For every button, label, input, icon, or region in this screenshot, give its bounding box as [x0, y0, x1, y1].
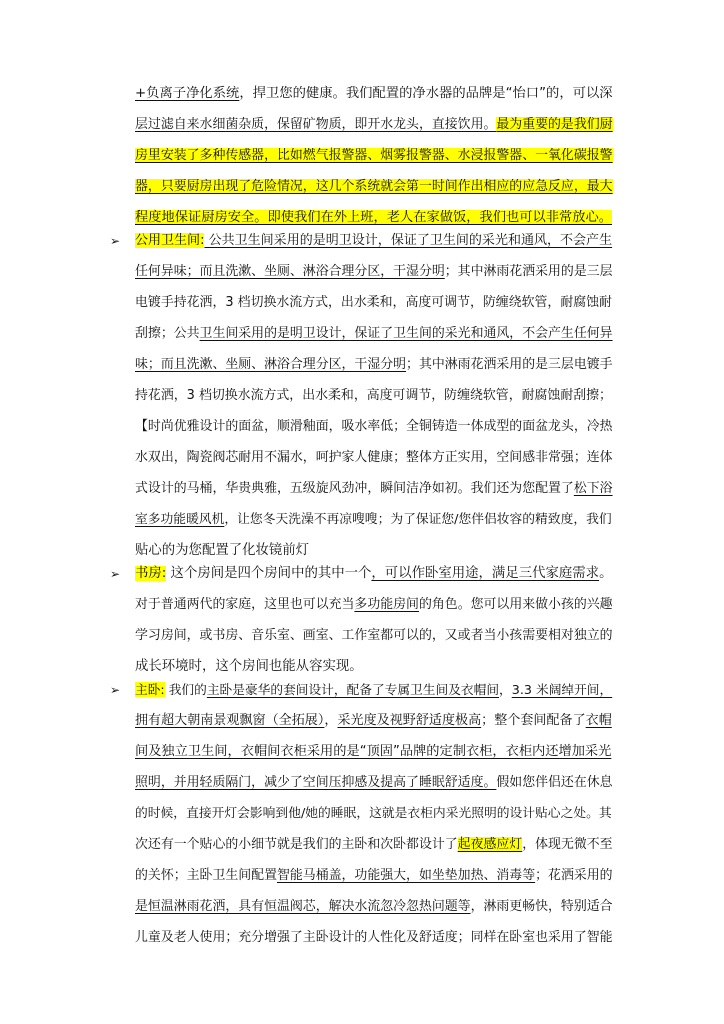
- text-run: 的角色。您可以用来做小孩的兴趣: [418, 597, 613, 612]
- text-run: 我们的: [164, 682, 207, 697]
- text-run: 多功能房间: [354, 597, 419, 612]
- text-run: 采光度及视野舒适度极高: [337, 713, 482, 728]
- text-line: [135, 114, 613, 136]
- text-run: +负离子净化系统: [135, 86, 240, 101]
- text-run: ，捍卫您的健康。我们配置的净水器的品牌是“怡口”的，可以深: [239, 86, 613, 101]
- text-run: 刮擦；公共: [135, 326, 200, 341]
- text-run: ，: [499, 682, 512, 697]
- text-line: [135, 772, 613, 794]
- text-run: 对于普通两代的家庭，这里也可以充当: [135, 597, 355, 612]
- text-run: 智能马桶盖，功能强大，如坐垫加热、消毒等: [276, 868, 536, 883]
- text-line: [135, 354, 613, 376]
- text-run: 。: [599, 566, 613, 581]
- text-run: 的时候，直接开灯会影响到他/她的睡眠，这就是衣柜内采光照明的设计贴心之处。其: [135, 806, 612, 821]
- text-run: 成长环境时，这个房间也能从容实现。: [135, 659, 363, 674]
- text-run: 贴心的为您配置了化妆镜前灯: [135, 543, 310, 558]
- highlighted-text: 房里安装了多种传感器，比如燃气报警器、烟雾报警器、水浸报警器、一氧化碳报警: [135, 148, 613, 163]
- highlighted-text: 主卧:: [135, 682, 165, 697]
- highlighted-text: 公用卫生间:: [135, 233, 205, 248]
- text-run: ；其中淋雨花洒采用的是三层: [444, 264, 613, 279]
- text-line: [135, 83, 613, 105]
- text-line: [135, 625, 613, 647]
- text-run: 的关怀；主卧卫生间配置: [135, 868, 277, 883]
- text-run: 3.3 米阔绰开间，: [511, 682, 613, 697]
- text-line: [135, 563, 612, 585]
- text-run: 层过滤自来水细菌杂质，保留矿物质，即开水龙头，直接饮用。: [135, 117, 497, 132]
- text-run: 式设计的马桶，华贵典雅，五级旋风劲冲，瞬间洁净如初。我们还为您配置了: [135, 481, 574, 496]
- text-line: [135, 447, 613, 469]
- text-line: [135, 176, 613, 198]
- text-line: [135, 679, 612, 701]
- bullet-icon: ➢: [110, 683, 121, 697]
- text-run: 拥有超大朝南景观飘窗（全拓展）: [135, 713, 325, 728]
- text-run: ，: [324, 713, 338, 728]
- text-line: [135, 741, 611, 763]
- text-line: [135, 594, 613, 616]
- text-run: ，让您冬天洗澡不再凉嗖嗖；为了保证您/您伴侣妆容的精致度，我们: [224, 512, 612, 527]
- text-line: [135, 323, 613, 345]
- text-run: 衣帽: [585, 713, 612, 728]
- text-line: [135, 292, 612, 314]
- highlighted-text: 器，只要厨房出现了危险情况，这几个系统就会第一时间作出相应的应急反应，最大: [135, 179, 613, 194]
- text-line: [135, 230, 612, 252]
- text-run: 是恒温淋雨花洒，具有恒温阀芯，解决水流忽冷忽热问题等: [135, 899, 471, 914]
- text-run: ；整个套间配备了: [481, 713, 586, 728]
- text-line: [135, 656, 363, 678]
- text-run: 间及独立卫生间，衣帽间衣柜采用的是“顶固”品牌的定制衣柜，衣柜内还增加采光: [135, 744, 612, 759]
- text-run: 次还有一个贴心的小细节就是我们的主卧和次卧都设计了: [135, 837, 458, 852]
- text-run: 电镀手持花洒，3 档切换水流方式，出水柔和，高度可调节，防缠绕软管，耐腐蚀耐: [135, 295, 612, 310]
- highlighted-text: 起夜感应灯: [457, 837, 523, 852]
- text-run: 持花洒，3 档切换水流方式，出水柔和，高度可调节，防缠绕软管，耐腐蚀耐刮擦；: [135, 388, 612, 403]
- text-run: ；其中淋雨花洒采用的是三层电镀手: [406, 357, 613, 372]
- text-line: [135, 261, 613, 283]
- text-run: ；花洒采用的: [535, 868, 613, 883]
- highlighted-text: 最为重要的是我们厨: [496, 117, 613, 132]
- bullet-icon: ➢: [110, 234, 121, 248]
- text-run: 水双出，陶瓷阀芯耐用不漏水，呵护家人健康；整体方正实用，空间感非常强；连体: [135, 450, 613, 465]
- text-run: 照明，并用轻质隔门，减少了空间压抑感及提高了睡眠舒适度。: [135, 775, 497, 790]
- text-line: [135, 416, 613, 438]
- text-run: 松下浴: [573, 481, 613, 496]
- text-run: 室多功能暖风机: [135, 512, 225, 527]
- text-run: 卫生间采用的是明卫设计，保证了卫生间的采光和通风，不会产生任何异: [199, 326, 613, 341]
- text-line: [135, 896, 613, 918]
- text-run: ，体现无微不至: [522, 837, 613, 852]
- text-line: [135, 509, 612, 531]
- text-line: [135, 540, 309, 562]
- text-run: 儿童及老人使用；充分增强了主卧设计的人性化及舒适度；同样在卧室也采用了智能: [135, 930, 613, 945]
- text-line: [135, 927, 613, 949]
- text-run: 主卧是豪华的套间设计，配备了专属卫生间及衣帽间: [206, 682, 500, 697]
- text-run: 这个房间是四个房间中的其中一个: [166, 566, 372, 581]
- text-line: [135, 803, 612, 825]
- text-line: [135, 865, 613, 887]
- text-line: [135, 207, 612, 229]
- text-line: [135, 385, 612, 407]
- text-run: 味；而且洗漱、坐厕、淋浴合理分区，干湿分明: [135, 357, 407, 372]
- text-line: [135, 145, 613, 167]
- text-run: 【时尚优雅设计的面盆，顺滑釉面，吸水率低；全铜铸造一体成型的面盆龙头，冷热: [135, 419, 613, 434]
- text-line: [135, 710, 612, 732]
- text-line: [135, 834, 613, 856]
- text-line: [135, 478, 613, 500]
- highlighted-text: 程度地保证厨房安全。即使我们在外上班，老人在家做饭，我们也可以非常放心。: [135, 210, 613, 225]
- highlighted-text: 书房:: [135, 566, 167, 581]
- text-run: ，淋雨更畅快，特别适合: [470, 899, 613, 914]
- text-run: 假如您伴侣还在休息: [496, 775, 613, 790]
- text-run: ，可以作卧室用途，满足三代家庭需求: [371, 566, 600, 581]
- bullet-icon: ➢: [110, 567, 121, 581]
- text-run: 学习房间，或书房、音乐室、画室、工作室都可以的，又或者当小孩需要相对独立的: [135, 628, 613, 643]
- text-run: 公共卫生间采用的是明卫设计，保证了卫生间的采光和通风，不会产生: [204, 233, 613, 248]
- text-run: 任何异味；而且洗漱、坐厕、淋浴合理分区，干湿分明: [135, 264, 445, 279]
